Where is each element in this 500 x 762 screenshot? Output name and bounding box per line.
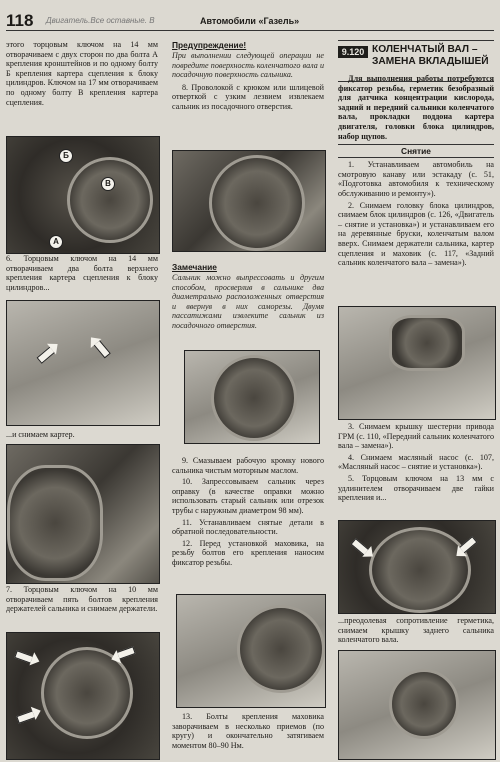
warning-title: Предупреждение! [172,40,247,50]
col3-step5-text: 5. Торцовым ключом на 13 мм с удлинителем отворачиваем две гайки крепления и... [338,473,494,503]
column-1 [6,40,158,107]
new-seal-shape [211,355,297,441]
step8-text: 8. Проволокой с крюком или шлицевой отверткой с узким лезвием извлекаем сальник из посадочного отверстия. [172,82,324,111]
col3-step3-text: 3. Снимаем крышку шестерни привода ГРМ (с. 110, «Передний сальник коленчатого вала – замена»). [338,422,494,451]
section-number: 9.120 [338,46,368,58]
note-title: Замечание [172,262,217,272]
caption-step7 [6,585,158,614]
note-block [172,262,324,331]
photo-thread-locker [176,594,326,708]
crankshaft-end-shape [389,669,459,739]
caption-remove-housing-text: ...и снимаем картер. [6,430,75,439]
caption-step7-text: 7. Торцовым ключом на 10 мм отворачиваем пять болтов крепления держателей сальника и снимаем держатели. [6,585,158,614]
engine-block-shape [389,315,465,371]
note-text: Сальник можно выпрессовать и другим способом, просверлив в сальнике два диаметрально расположенных отверстия и ввернув в них саморезы. Двумя пассатижами извлеките сальник из посадочного отверстия. [172,273,324,330]
photo-new-seal [184,350,320,444]
arrow-icon [116,646,136,660]
caption-step6 [6,254,158,292]
flywheel-shape [237,605,325,693]
arrow-icon [93,340,111,359]
book-title: Автомобили «Газель» [200,16,300,26]
page-number: 118 [6,11,34,30]
arrow-icon [16,710,36,724]
col3-steps-3-5 [338,422,494,503]
warning-text: При выполнении следующей операции не повредите поверхность коленчатого вала и посадочную поверхность сальника. [172,51,324,80]
photo-clutch-housing-bolts [6,136,160,254]
section-title: КОЛЕНЧАТЫЙ ВАЛ – ЗАМЕНА ВКЛАДЫШЕЙ [372,44,489,67]
seal-shape [209,155,305,251]
label-v-marker: В [101,177,115,191]
step13-text: 13. Болты крепления маховика заворачиваем в несколько приемов (по кругу) и окончательно затягиваем моментом 80–90 Нм. [172,712,324,750]
step10-text: 10. Запрессовываем сальник через оправку (в качестве оправки можно использовать старый сальник или отрезок трубы с наружным диаметром 98 мм). [172,477,324,515]
column-3 [338,74,494,268]
arrow-icon [37,346,56,364]
photo-remove-seal [172,150,326,252]
step11-text: 11. Устанавливаем снятые детали в обратной последовательности. [172,517,324,537]
rear-cover-shape [369,527,471,613]
col3-last-caption: ...преодолевая сопротивление герметика, снимаем крышку заднего сальника коленчатого вала. [338,616,494,645]
label-b-marker: Б [59,149,73,163]
step9-text: 9. Смазываем рабочую кромку нового сальника чистым моторным маслом. [172,456,324,475]
arrow-icon [351,538,370,556]
photo-rear-cover-nuts [338,520,496,614]
steps-9-12 [172,456,324,568]
photo-housing-removed [6,444,160,584]
photo-seal-holders [6,632,160,760]
col3-intro-text: Для выполнения работы потребуются фиксатор резьбы, герметик безобразный для датчика концентрации кислорода, задний и передний сальники коленчатого вала, прокладки поддона картера двигателя, головки блока цилиндров, набор щупов. [338,74,494,141]
col3-last-caption-block [338,616,494,645]
photo-upper-bolts [6,300,160,426]
caption-remove-housing [6,430,158,440]
col1-intro-text: этого торцовым ключом на 14 мм отворачиваем с двух сторон по два болта А крепления кронштейнов и по одному болту Б крепления картера сцепления к блоку цилиндров. Ключом на 17 мм отворачиваем по одному болту В крепления картера сцепления. [6,40,158,107]
section-name: Двигатель.Все оставные. В [46,16,155,25]
arrow-icon [14,650,34,664]
crankcase-shape [7,465,103,581]
engine-part-shape [67,157,153,243]
step13-block [172,712,324,750]
arrow-icon [459,536,478,554]
col3-step1-text: 1. Устанавливаем автомобиль на смотровую канаву или эстакаду (с. 51, «Подготовка автомобиля к техническому обслуживанию и ремонту»). [338,160,494,198]
photo-engine-on-blocks [338,306,496,420]
caption-step6-text: 6. Торцовым ключом на 14 мм отворачиваем два болта верхнего крепления картера сцепления к блоку цилиндров... [6,254,158,292]
photo-remove-cover [338,650,496,760]
step12-text: 12. Перед установкой маховика, на резьбу болтов его крепления наносим фиксатор резьбы. [172,538,324,567]
col3-step4-text: 4. Снимаем масляный насос (с. 107, «Масляный насос – снятие и установка»). [338,452,494,472]
label-a-marker: А [49,235,63,249]
removal-subhead: Снятие [338,144,494,158]
column-2 [172,40,324,112]
col3-step2-text: 2. Снимаем головку блока цилиндров, снимаем блок цилиндров (с. 126, «Двигатель – снятие и установка») и устанавливаем его на деревянные бруски, коленчатым валом вверх. Снимаем держатели сальника, картер сцепления и маховик (с. 117, «Задний сальник коленчатого вала – замена»). [338,200,494,268]
header-rule [6,30,494,31]
